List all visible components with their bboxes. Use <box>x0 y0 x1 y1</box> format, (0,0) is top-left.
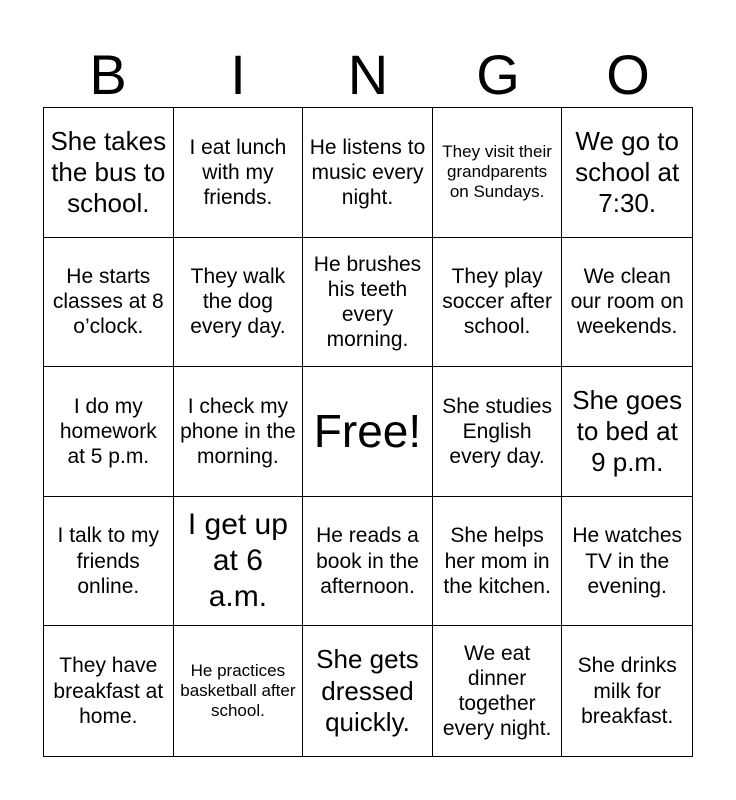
cell-text: He watches TV in the evening. <box>572 524 683 598</box>
bingo-cell[interactable] <box>433 497 563 627</box>
bingo-cell[interactable] <box>44 497 174 627</box>
bingo-cell[interactable] <box>433 108 563 238</box>
cell-text: She studies English every day. <box>442 394 552 469</box>
cell-text: They walk the dog every day. <box>190 265 286 339</box>
bingo-cell[interactable] <box>433 626 563 756</box>
cell-text: He starts classes at 8 o’clock. <box>52 265 164 339</box>
header-letter-b: B <box>89 43 127 106</box>
bingo-cell[interactable] <box>174 497 304 627</box>
bingo-cell[interactable] <box>303 626 433 756</box>
header-letter-i: I <box>230 43 246 106</box>
cell-text: We go to school at 7:30. <box>575 125 680 218</box>
bingo-cell[interactable] <box>44 626 174 756</box>
cell-text: She drinks milk for breakfast. <box>577 654 677 728</box>
bingo-cell[interactable] <box>303 108 433 238</box>
cell-text: He reads a book in the afternoon. <box>316 524 419 598</box>
cell-text: They play soccer after school. <box>442 265 552 339</box>
cell-text: He listens to music every night. <box>309 135 426 209</box>
bingo-cell[interactable] <box>562 497 692 627</box>
bingo-cell[interactable] <box>174 108 304 238</box>
cell-text: She takes the bus to school. <box>50 125 167 218</box>
cell-text: They have breakfast at home. <box>53 654 164 728</box>
bingo-cell[interactable] <box>562 108 692 238</box>
bingo-cell[interactable] <box>174 626 304 756</box>
header-letter-o: O <box>606 43 650 106</box>
cell-text: We clean our room on weekends. <box>570 265 684 339</box>
header-letter-n: N <box>347 43 389 106</box>
bingo-cell[interactable] <box>44 108 174 238</box>
bingo-cell[interactable] <box>44 367 174 497</box>
bingo-cell[interactable] <box>174 238 304 368</box>
cell-text: She gets dressed quickly. <box>316 644 419 737</box>
free-space-cell[interactable] <box>303 367 433 497</box>
bingo-cell[interactable] <box>44 238 174 368</box>
bingo-cell[interactable] <box>562 238 692 368</box>
bingo-header <box>43 44 693 106</box>
bingo-cell[interactable] <box>174 367 304 497</box>
cell-text: She goes to bed at 9 p.m. <box>572 384 683 478</box>
cell-text: I get up at 6 a.m. <box>187 508 288 614</box>
cell-text: They visit their grandparents on Sundays. <box>442 141 552 202</box>
cell-text: I check my phone in the morning. <box>180 394 296 469</box>
bingo-cell[interactable] <box>303 238 433 368</box>
cell-text: I talk to my friends online. <box>57 524 160 598</box>
cell-text: I eat lunch with my friends. <box>189 135 287 209</box>
cell-text: She helps her mom in the kitchen. <box>443 524 551 598</box>
bingo-cell[interactable] <box>433 238 563 368</box>
bingo-cell[interactable] <box>562 626 692 756</box>
bingo-board <box>43 107 693 757</box>
bingo-cell[interactable] <box>303 497 433 627</box>
bingo-cell[interactable] <box>433 367 563 497</box>
cell-text: We eat dinner together every night. <box>442 641 552 741</box>
cell-text: I do my homework at 5 p.m. <box>59 394 157 469</box>
cell-text: He brushes his teeth every morning. <box>313 252 422 352</box>
cell-text: He practices basketball after school. <box>180 660 296 721</box>
header-letter-g: G <box>476 43 520 106</box>
free-space-text: Free! <box>313 404 422 457</box>
bingo-cell[interactable] <box>562 367 692 497</box>
